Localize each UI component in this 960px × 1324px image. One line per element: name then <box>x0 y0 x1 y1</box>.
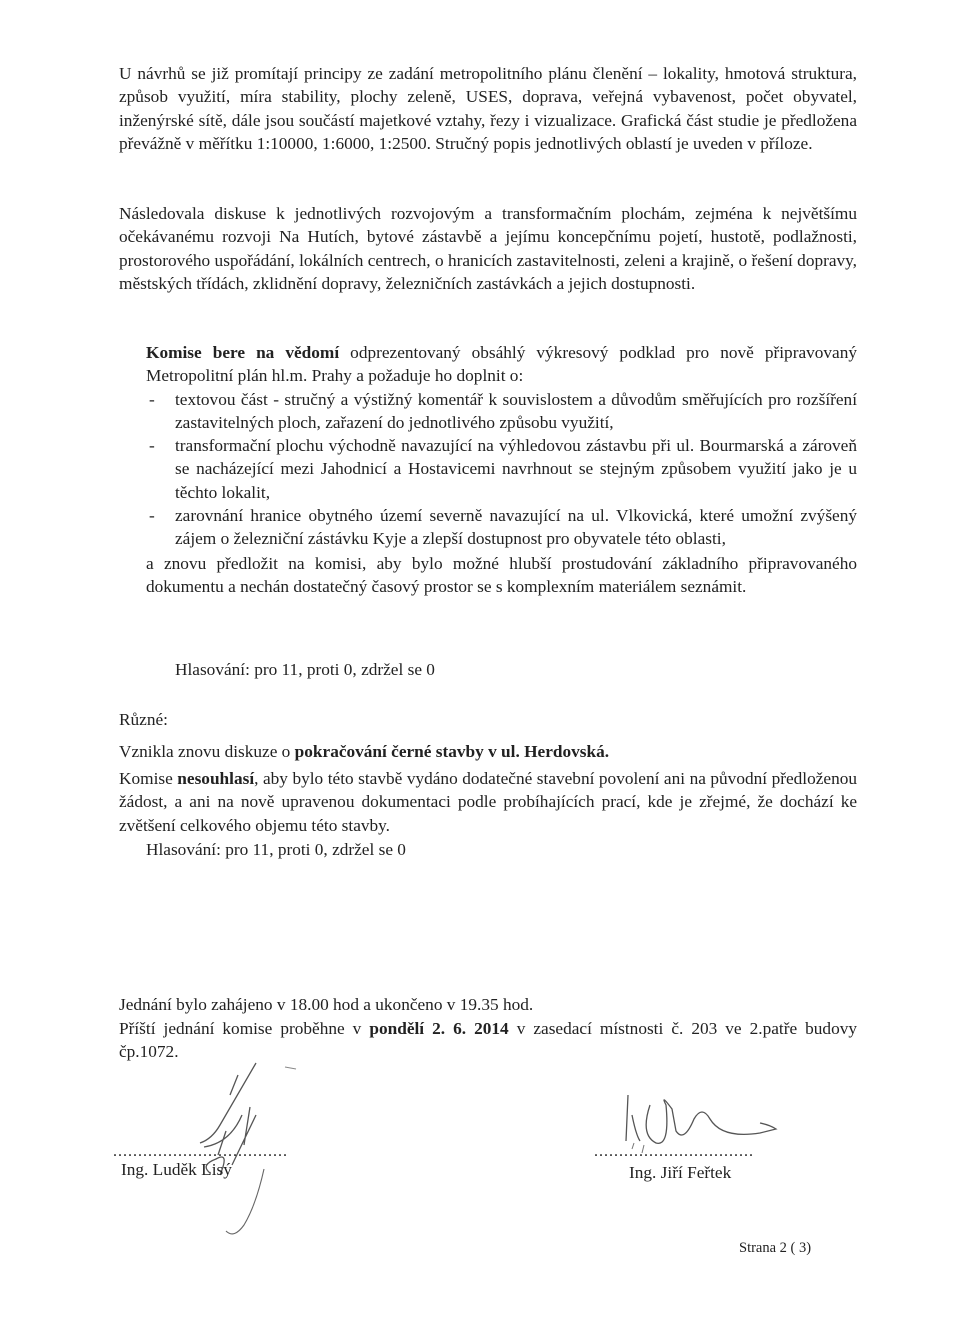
meeting-times: Jednání bylo zahájeno v 18.00 hod a ukončeno v 19.35 hod. <box>119 995 534 1014</box>
left-signatory-name: Ing. Luděk Lisý <box>121 1160 232 1179</box>
next-meeting-date: pondělí 2. 6. 2014 <box>369 1019 509 1038</box>
discussion-paragraph: Následovala diskuse k jednotlivých rozvojovým a transformačním plochám, zejména k největšímu očekávanému rozvoji Na Hutích, bytové zástavbě a jejímu koncepčnímu pojetí, hustotě, podlažnosti, prostorového uspořádání, lokálních centrech, o hranicích zastavitelnosti, zeleni a krajině, o řešení dopravy, městských třídách, zklidnění dopravy, železničních zastávkách a jejich dostupnosti. <box>119 204 857 293</box>
page-number: Strana 2 ( 3) <box>739 1240 812 1256</box>
right-signature-line: ................................ <box>594 1143 754 1160</box>
misc-vote: Hlasování: pro 11, proti 0, zdržel se 0 <box>146 840 406 859</box>
resolution-vote: Hlasování: pro 11, proti 0, zdržel se 0 <box>175 660 435 679</box>
intro-paragraph: U návrhů se již promítají principy ze zadání metropolitního plánu členění – lokality, hmotová struktura, způsob využití, míra stability, plochy zeleně, USES, doprava, veřejná vybavenost, počet obyvatel, inženýrské sítě, dále jsou součástí majetkové vztahy, řezy i vizualizace. Grafická část studie je předložena převážně v měřítku 1:10000, 1:6000, 1:2500. Stručný popis jednotlivých oblastí je uveden v příloze. <box>119 64 857 153</box>
list-item: - textovou část - stručný a výstižný komentář k souvislostem a důvodům směřujících pro rozšíření zastavitelných ploch, zařazení do jednotlivého způsobu využití, <box>146 388 857 435</box>
list-item: - zarovnání hranice obytného území severně navazující na ul. Vlkovická, které umožní zvýšený zájem o železniční zástávku Kyje a zlepší dostupnost pro obyvatele této oblasti, <box>146 504 857 551</box>
next-meeting-text2: v zasedací místnosti č. 203 ve 2.patře budovy čp.1072. <box>119 1019 857 1062</box>
resolution-intro <box>146 341 857 388</box>
resolution-text: odprezentovaný obsáhlý výkresový podklad pro nově připravovaný Metropolitní plán hl.m. Prahy a požaduje ho doplnit o: <box>146 343 858 386</box>
misc-paragraph <box>119 767 857 837</box>
misc-line1-bold: pokračování černé stavby v ul. Herdovská. <box>294 742 610 761</box>
resolution-closing: a znovu předložit na komisi, aby bylo možné hlubší prostudování základního připravovaného dokumentu a nechán dostatečný časový prostor se s komplexním materiálem seznámit. <box>146 553 857 596</box>
misc-p2-text1: Komise <box>119 769 178 788</box>
misc-line1 <box>119 740 857 763</box>
misc-p2-text2: , aby bylo této stavbě vydáno dodatečné stavební povolení ani na původní předloženou žádost, a ani na nově upravenou dokumentaci podle probíhajících prací, kde je zřejmé, že dochází ke zvětšení celkového objemu této stavby. <box>119 769 857 835</box>
resolution-block <box>146 341 857 598</box>
misc-heading: Různé: <box>119 710 168 729</box>
next-meeting-text1: Příští jednání komise proběhne v <box>119 1019 370 1038</box>
requirement-list <box>146 388 857 551</box>
misc-p2-bold: nesouhlasí <box>177 769 255 788</box>
list-item: - transformační plochu východně navazující na výhledovou zástavbu při ul. Bourmarská a zároveň se nacházející mezi Jahodnicí a Hostavicemi navrhnout se stejným způsobem využití jako je u těchto lokalit, <box>146 434 857 504</box>
resolution-bold: Komise bere na vědomí <box>146 343 340 362</box>
right-signatory-name: Ing. Jiří Feřtek <box>629 1163 732 1182</box>
left-signature-line: ................................... <box>113 1143 288 1160</box>
misc-line1-text: Vznikla znovu diskuze o <box>119 742 295 761</box>
